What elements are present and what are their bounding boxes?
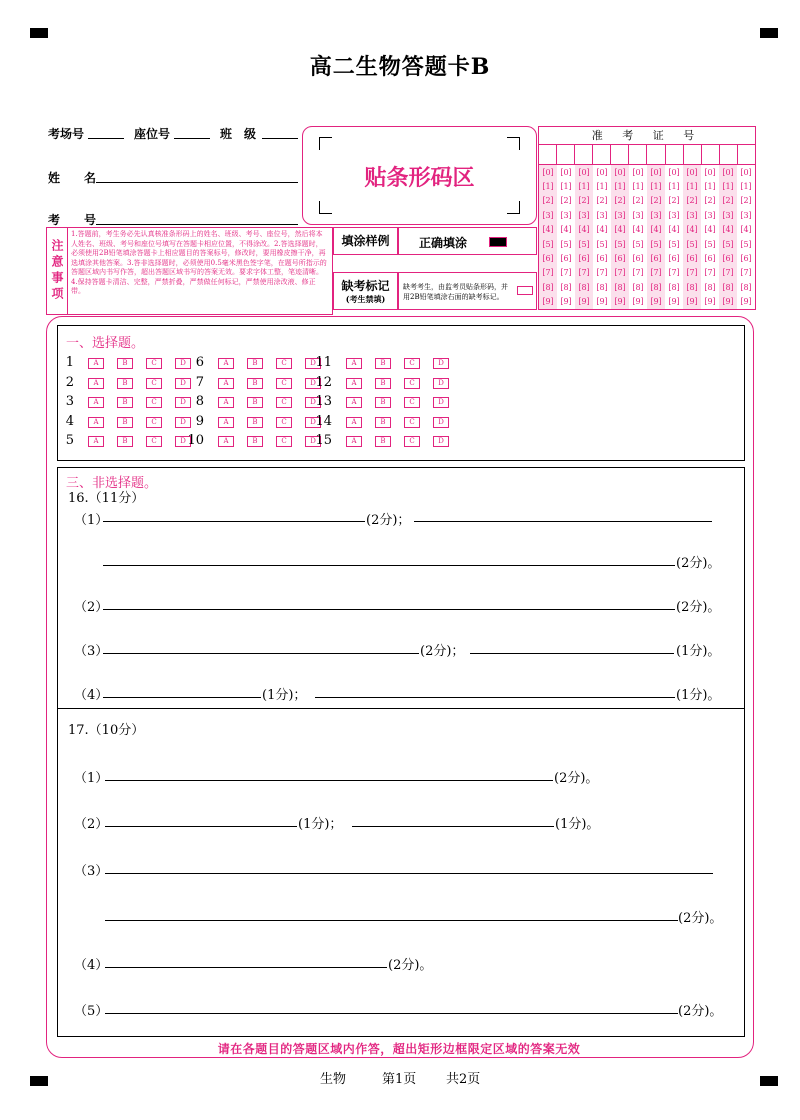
digit-bubble[interactable]: [8]: [596, 282, 608, 292]
q17-heading: 17.（10分）: [68, 723, 145, 738]
option-bubble-d[interactable]: D: [305, 417, 321, 428]
q17-p3-answer[interactable]: [105, 873, 713, 874]
option-bubble-b[interactable]: B: [247, 378, 263, 389]
notice-box: [46, 227, 333, 315]
question-number: 13: [315, 394, 332, 409]
digit-bubble[interactable]: [7]: [740, 268, 752, 278]
digit-bubble[interactable]: [1]: [722, 182, 734, 192]
option-bubble-c[interactable]: C: [276, 378, 292, 389]
q17-p1-answer[interactable]: [105, 780, 553, 781]
q16-p1-answer-c[interactable]: [103, 565, 675, 566]
option-bubble-c[interactable]: C: [146, 378, 162, 389]
digit-bubble[interactable]: [0]: [650, 167, 662, 177]
digit-bubble[interactable]: [5]: [740, 239, 752, 249]
digit-bubble[interactable]: [3]: [596, 210, 608, 220]
option-bubble-c[interactable]: C: [276, 417, 292, 428]
digit-bubble[interactable]: [6]: [560, 254, 572, 264]
digit-bubble[interactable]: [5]: [668, 239, 680, 249]
digit-bubble[interactable]: [6]: [614, 254, 626, 264]
option-bubble-b[interactable]: B: [375, 436, 391, 447]
q17-p4-score: (2分)。: [388, 958, 433, 973]
digit-bubble[interactable]: [9]: [740, 297, 752, 307]
notice-text: 1.答题前，考生务必先认真核准条形码上的姓名、班级、考号、座位号，然后将本人姓名、班级、考号和座位号填写在答题卡相应位置，不得涂改。2.答选择题时，必须使用2B铅笔填涂答题卡上相应题目的答案标号，修改时，要用橡皮擦干净，再选填涂其他答案。3.答非选择题时，必须使用0.5毫米黑色签字笔，在题号所指示的答题区域内书写作答，超出答题区域书写的答案无效。要求字体工整，笔迹清晰。4.保持答题卡清洁、完整，严禁折叠，严禁做任何标记，严禁使用涂改液、修正带。: [71, 230, 327, 295]
question-number: 3: [65, 394, 74, 409]
name-field[interactable]: [96, 182, 298, 183]
name-label: 姓 名: [48, 171, 97, 185]
option-bubble-d[interactable]: D: [175, 378, 191, 389]
q17-p2-label: （2）: [74, 817, 109, 832]
correct-fill-sample: [489, 237, 507, 247]
option-bubble-d[interactable]: D: [305, 397, 321, 408]
q16-p1-score: (2分)；: [366, 513, 411, 528]
option-bubble-d[interactable]: D: [305, 378, 321, 389]
digit-bubble[interactable]: [3]: [650, 210, 662, 220]
digit-bubble[interactable]: [7]: [668, 268, 680, 278]
fill-sample-label: 填涂样例: [341, 234, 390, 248]
digit-bubble[interactable]: [7]: [578, 268, 590, 278]
digit-bubble[interactable]: [2]: [722, 196, 734, 206]
digit-bubble[interactable]: [2]: [542, 196, 554, 206]
digit-bubble[interactable]: [9]: [578, 297, 590, 307]
option-bubble-c[interactable]: C: [146, 358, 162, 369]
option-bubble-c[interactable]: C: [404, 397, 420, 408]
digit-bubble[interactable]: [0]: [560, 167, 572, 177]
digit-bubble[interactable]: [2]: [650, 196, 662, 206]
page-title: 高二生物答题卡B: [309, 54, 491, 80]
digit-bubble[interactable]: [4]: [740, 225, 752, 235]
digit-bubble[interactable]: [1]: [668, 182, 680, 192]
admission-column[interactable]: [539, 165, 557, 309]
question-number: 9: [195, 413, 204, 429]
option-bubble-d[interactable]: D: [175, 417, 191, 428]
option-bubble-a[interactable]: A: [218, 417, 234, 428]
digit-bubble[interactable]: [3]: [578, 210, 590, 220]
digit-bubble[interactable]: [6]: [704, 254, 716, 264]
digit-bubble[interactable]: [2]: [578, 196, 590, 206]
q16-p1-answer[interactable]: [103, 521, 365, 522]
digit-bubble[interactable]: [5]: [686, 239, 698, 249]
option-bubble-d[interactable]: D: [305, 436, 321, 447]
question-number: 1: [65, 355, 74, 370]
digit-bubble[interactable]: [7]: [632, 268, 644, 278]
option-bubble-b[interactable]: B: [375, 378, 391, 389]
question-number: 14: [315, 413, 332, 429]
option-bubble-b[interactable]: B: [117, 378, 133, 389]
option-bubble-d[interactable]: D: [175, 397, 191, 408]
q17-p2-score-b: (1分)。: [555, 817, 600, 832]
question-number: 5: [65, 433, 74, 448]
digit-bubble[interactable]: [1]: [560, 182, 572, 192]
question-number: 4: [65, 413, 74, 429]
digit-bubble[interactable]: [2]: [668, 196, 680, 206]
absent-sub: (考生禁填): [345, 294, 386, 304]
digit-bubble[interactable]: [3]: [560, 210, 572, 220]
question-divider: [57, 708, 744, 709]
digit-bubble[interactable]: [5]: [542, 239, 554, 249]
option-bubble-a[interactable]: A: [88, 397, 104, 408]
digit-bubble[interactable]: [5]: [596, 239, 608, 249]
question-number: 15: [315, 433, 332, 448]
digit-bubble[interactable]: [2]: [596, 196, 608, 206]
digit-bubble[interactable]: [9]: [542, 297, 554, 307]
footer-page: 第1页: [382, 1072, 417, 1087]
digit-bubble[interactable]: [1]: [686, 182, 698, 192]
option-bubble-d[interactable]: D: [175, 436, 191, 447]
q17-p3-label: （3）: [74, 864, 109, 879]
absent-label-box: [333, 272, 398, 310]
digit-bubble[interactable]: [4]: [578, 225, 590, 235]
q16-p4-label: （4）: [74, 688, 109, 703]
digit-bubble[interactable]: [3]: [704, 210, 716, 220]
exam-no-field[interactable]: [96, 224, 298, 225]
digit-bubble[interactable]: [9]: [596, 297, 608, 307]
option-bubble-d[interactable]: D: [433, 378, 449, 389]
exam-room-label: 考场号: [48, 127, 85, 141]
digit-bubble[interactable]: [8]: [686, 282, 698, 292]
digit-bubble[interactable]: [2]: [704, 196, 716, 206]
option-bubble-a[interactable]: A: [88, 358, 104, 369]
q17-p4-label: （4）: [74, 958, 109, 973]
corner-mark: [507, 201, 520, 214]
digit-bubble[interactable]: [5]: [704, 239, 716, 249]
digit-bubble[interactable]: [2]: [632, 196, 644, 206]
admission-title: 准 考 证 号: [539, 127, 755, 145]
absent-label: 缺考标记: [341, 279, 390, 293]
option-bubble-c[interactable]: C: [276, 436, 292, 447]
digit-bubble[interactable]: [6]: [578, 254, 590, 264]
option-bubble-b[interactable]: B: [117, 358, 133, 369]
option-bubble-a[interactable]: A: [88, 417, 104, 428]
digit-bubble[interactable]: [0]: [614, 167, 626, 177]
digit-bubble[interactable]: [6]: [632, 254, 644, 264]
admission-column[interactable]: [701, 165, 719, 309]
question-number: 2: [65, 374, 74, 390]
digit-bubble[interactable]: [8]: [632, 282, 644, 292]
digit-bubble[interactable]: [5]: [614, 239, 626, 249]
question-number: 7: [195, 374, 204, 390]
footer-subject: 生物: [320, 1072, 347, 1087]
digit-bubble[interactable]: [1]: [650, 182, 662, 192]
option-bubble-d[interactable]: D: [175, 358, 191, 369]
digit-bubble[interactable]: [4]: [704, 225, 716, 235]
option-bubble-a[interactable]: A: [218, 358, 234, 369]
question-number: 12: [315, 374, 332, 390]
option-bubble-c[interactable]: C: [146, 436, 162, 447]
admission-column[interactable]: [647, 165, 665, 309]
barcode-label: 贴条形码区: [364, 165, 475, 191]
digit-bubble[interactable]: [0]: [632, 167, 644, 177]
digit-bubble[interactable]: [9]: [650, 297, 662, 307]
exam-no-label: 考 号: [48, 213, 97, 227]
corner-mark: [507, 137, 520, 150]
admission-column[interactable]: [557, 165, 575, 309]
option-bubble-d[interactable]: D: [433, 417, 449, 428]
digit-bubble[interactable]: [5]: [722, 239, 734, 249]
digit-bubble[interactable]: [6]: [722, 254, 734, 264]
digit-bubble[interactable]: [0]: [722, 167, 734, 177]
admission-column[interactable]: [629, 165, 647, 309]
option-bubble-b[interactable]: B: [375, 358, 391, 369]
digit-bubble[interactable]: [1]: [704, 182, 716, 192]
option-bubble-b[interactable]: B: [247, 436, 263, 447]
seat-no-field[interactable]: [174, 138, 210, 139]
digit-bubble[interactable]: [9]: [722, 297, 734, 307]
digit-bubble[interactable]: [9]: [704, 297, 716, 307]
q17-p5-answer[interactable]: [105, 1013, 678, 1014]
q16-p3-answer[interactable]: [103, 653, 419, 654]
digit-bubble[interactable]: [3]: [740, 210, 752, 220]
digit-bubble[interactable]: [1]: [542, 182, 554, 192]
q17-p3-answer-b[interactable]: [105, 920, 678, 921]
option-bubble-a[interactable]: A: [88, 378, 104, 389]
digit-bubble[interactable]: [0]: [542, 167, 554, 177]
option-bubble-d[interactable]: D: [433, 397, 449, 408]
option-bubble-b[interactable]: B: [375, 397, 391, 408]
option-bubble-c[interactable]: C: [276, 397, 292, 408]
alignment-marker: [760, 28, 778, 38]
digit-bubble[interactable]: [4]: [686, 225, 698, 235]
option-bubble-b[interactable]: B: [117, 417, 133, 428]
digit-bubble[interactable]: [0]: [686, 167, 698, 177]
q16-p4-score-a: (1分)；: [262, 688, 307, 703]
q17-p3-score: (2分)。: [678, 911, 723, 926]
option-bubble-b[interactable]: B: [117, 397, 133, 408]
option-bubble-a[interactable]: A: [346, 417, 362, 428]
admission-write-row[interactable]: [539, 145, 755, 165]
q16-p4-score-b: (1分)。: [676, 688, 721, 703]
alignment-marker: [760, 1076, 778, 1086]
class-field[interactable]: [262, 138, 298, 139]
digit-bubble[interactable]: [4]: [722, 225, 734, 235]
digit-bubble[interactable]: [5]: [560, 239, 572, 249]
correct-fill-label: 正确填涂: [419, 236, 468, 250]
q17-p5-score: (2分)。: [678, 1004, 723, 1019]
option-bubble-b[interactable]: B: [247, 397, 263, 408]
option-bubble-b[interactable]: B: [247, 358, 263, 369]
digit-bubble[interactable]: [3]: [542, 210, 554, 220]
admission-column[interactable]: [665, 165, 683, 309]
q17-p1-score: (2分)。: [554, 771, 599, 786]
digit-bubble[interactable]: [3]: [614, 210, 626, 220]
option-bubble-a[interactable]: A: [346, 378, 362, 389]
digit-bubble[interactable]: [0]: [596, 167, 608, 177]
option-bubble-b[interactable]: B: [375, 417, 391, 428]
digit-bubble[interactable]: [4]: [668, 225, 680, 235]
digit-bubble[interactable]: [4]: [632, 225, 644, 235]
digit-bubble[interactable]: [6]: [740, 254, 752, 264]
digit-bubble[interactable]: [5]: [632, 239, 644, 249]
digit-bubble[interactable]: [6]: [668, 254, 680, 264]
option-bubble-a[interactable]: A: [346, 436, 362, 447]
question-number: 8: [195, 394, 204, 409]
digit-bubble[interactable]: [8]: [740, 282, 752, 292]
option-bubble-a[interactable]: A: [218, 436, 234, 447]
option-bubble-b[interactable]: B: [117, 436, 133, 447]
notice-title: 注意事项: [47, 228, 68, 314]
barcode-area: [302, 126, 537, 225]
digit-bubble[interactable]: [8]: [542, 282, 554, 292]
q16-p4-answer-b[interactable]: [315, 697, 675, 698]
admission-column[interactable]: [593, 165, 611, 309]
digit-bubble[interactable]: [4]: [560, 225, 572, 235]
option-bubble-c[interactable]: C: [276, 358, 292, 369]
digit-bubble[interactable]: [4]: [596, 225, 608, 235]
option-bubble-c[interactable]: C: [404, 436, 420, 447]
option-bubble-d[interactable]: D: [305, 358, 321, 369]
q16-p2-score: (2分)。: [676, 600, 721, 615]
alignment-marker: [30, 1076, 48, 1086]
alignment-marker: [30, 28, 48, 38]
digit-bubble[interactable]: [7]: [560, 268, 572, 278]
choice-section-title: 一、选择题。: [66, 336, 145, 351]
q17-p2-answer-b[interactable]: [352, 826, 554, 827]
digit-bubble[interactable]: [4]: [542, 225, 554, 235]
digit-bubble[interactable]: [1]: [578, 182, 590, 192]
q16-p4-answer[interactable]: [103, 697, 261, 698]
option-bubble-d[interactable]: D: [433, 358, 449, 369]
digit-bubble[interactable]: [9]: [668, 297, 680, 307]
digit-bubble[interactable]: [1]: [596, 182, 608, 192]
q17-p2-answer[interactable]: [105, 826, 297, 827]
digit-bubble[interactable]: [2]: [614, 196, 626, 206]
option-bubble-a[interactable]: A: [346, 358, 362, 369]
digit-bubble[interactable]: [7]: [614, 268, 626, 278]
fill-sample-box: [398, 227, 537, 255]
q17-p5-label: （5）: [74, 1004, 109, 1019]
digit-bubble[interactable]: [5]: [650, 239, 662, 249]
digit-bubble[interactable]: [0]: [740, 167, 752, 177]
digit-bubble[interactable]: [6]: [542, 254, 554, 264]
digit-bubble[interactable]: [7]: [596, 268, 608, 278]
option-bubble-c[interactable]: C: [146, 417, 162, 428]
digit-bubble[interactable]: [6]: [686, 254, 698, 264]
footer-warning: 请在各题目的答题区域内作答，超出矩形边框限定区域的答案无效: [217, 1042, 581, 1056]
digit-bubble[interactable]: [5]: [578, 239, 590, 249]
digit-bubble[interactable]: [0]: [668, 167, 680, 177]
digit-bubble[interactable]: [3]: [632, 210, 644, 220]
option-bubble-a[interactable]: A: [88, 436, 104, 447]
class-label: 班 级: [220, 127, 257, 141]
q17-p1-label: （1）: [74, 771, 109, 786]
digit-bubble[interactable]: [7]: [704, 268, 716, 278]
digit-bubble[interactable]: [3]: [686, 210, 698, 220]
digit-bubble[interactable]: [8]: [614, 282, 626, 292]
digit-bubble[interactable]: [2]: [686, 196, 698, 206]
digit-bubble[interactable]: [1]: [632, 182, 644, 192]
digit-bubble[interactable]: [7]: [686, 268, 698, 278]
q16-p1b-score: (2分)。: [676, 556, 721, 571]
digit-bubble[interactable]: [7]: [650, 268, 662, 278]
q16-p2-answer[interactable]: [103, 609, 675, 610]
digit-bubble[interactable]: [1]: [740, 182, 752, 192]
non-choice-section: [57, 467, 745, 1037]
digit-bubble[interactable]: [8]: [560, 282, 572, 292]
non-choice-section-title: 三、非选择题。: [66, 476, 158, 491]
digit-bubble[interactable]: [7]: [542, 268, 554, 278]
q16-p2-label: （2）: [74, 600, 109, 615]
option-bubble-c[interactable]: C: [404, 358, 420, 369]
admission-column[interactable]: [575, 165, 593, 309]
digit-bubble[interactable]: [6]: [650, 254, 662, 264]
digit-bubble[interactable]: [7]: [722, 268, 734, 278]
digit-bubble[interactable]: [6]: [596, 254, 608, 264]
admission-column[interactable]: [683, 165, 701, 309]
digit-bubble[interactable]: [0]: [704, 167, 716, 177]
admission-number-grid[interactable]: [538, 126, 756, 310]
footer-total: 共2页: [446, 1072, 481, 1087]
absent-box: [398, 272, 537, 310]
digit-bubble[interactable]: [2]: [740, 196, 752, 206]
q16-p3-score-b: (1分)。: [676, 644, 721, 659]
admission-column[interactable]: [737, 165, 755, 309]
digit-bubble[interactable]: [8]: [668, 282, 680, 292]
digit-bubble[interactable]: [8]: [650, 282, 662, 292]
absent-mark-bubble[interactable]: [517, 286, 533, 295]
digit-bubble[interactable]: [3]: [722, 210, 734, 220]
corner-mark: [319, 201, 332, 214]
q17-p2-score-a: (1分)；: [298, 817, 343, 832]
option-bubble-c[interactable]: C: [404, 378, 420, 389]
digit-bubble[interactable]: [8]: [578, 282, 590, 292]
absent-text: 缺考考生，由监考员贴条形码，并用2B铅笔填涂右面的缺考标记。: [403, 283, 508, 301]
q16-heading: 16.（11分）: [68, 491, 145, 506]
digit-bubble[interactable]: [9]: [686, 297, 698, 307]
question-number: 11: [315, 355, 332, 370]
q16-p1-answer-b[interactable]: [414, 521, 712, 522]
option-bubble-a[interactable]: A: [218, 397, 234, 408]
option-bubble-a[interactable]: A: [218, 378, 234, 389]
option-bubble-c[interactable]: C: [404, 417, 420, 428]
question-number: 10: [187, 433, 204, 448]
digit-bubble[interactable]: [0]: [578, 167, 590, 177]
option-bubble-b[interactable]: B: [247, 417, 263, 428]
digit-bubble[interactable]: [9]: [614, 297, 626, 307]
digit-bubble[interactable]: [8]: [722, 282, 734, 292]
q16-p3-score-a: (2分)；: [420, 644, 465, 659]
digit-bubble[interactable]: [1]: [614, 182, 626, 192]
option-bubble-a[interactable]: A: [346, 397, 362, 408]
fill-sample-label-box: [333, 227, 398, 255]
q16-p1-label: （1）: [74, 513, 109, 528]
q16-p3-answer-b[interactable]: [470, 653, 674, 654]
digit-bubble[interactable]: [4]: [650, 225, 662, 235]
admission-column[interactable]: [611, 165, 629, 309]
option-bubble-d[interactable]: D: [433, 436, 449, 447]
admission-column[interactable]: [719, 165, 737, 309]
digit-bubble[interactable]: [9]: [560, 297, 572, 307]
digit-bubble[interactable]: [8]: [704, 282, 716, 292]
q17-p4-answer[interactable]: [105, 967, 387, 968]
digit-bubble[interactable]: [4]: [614, 225, 626, 235]
digit-bubble[interactable]: [3]: [668, 210, 680, 220]
admission-bubble-grid[interactable]: [539, 165, 755, 309]
q16-p3-label: （3）: [74, 644, 109, 659]
seat-no-label: 座位号: [134, 127, 171, 141]
option-bubble-c[interactable]: C: [146, 397, 162, 408]
corner-mark: [319, 137, 332, 150]
exam-room-field[interactable]: [88, 138, 124, 139]
digit-bubble[interactable]: [9]: [632, 297, 644, 307]
digit-bubble[interactable]: [2]: [560, 196, 572, 206]
question-number: 6: [195, 355, 204, 370]
